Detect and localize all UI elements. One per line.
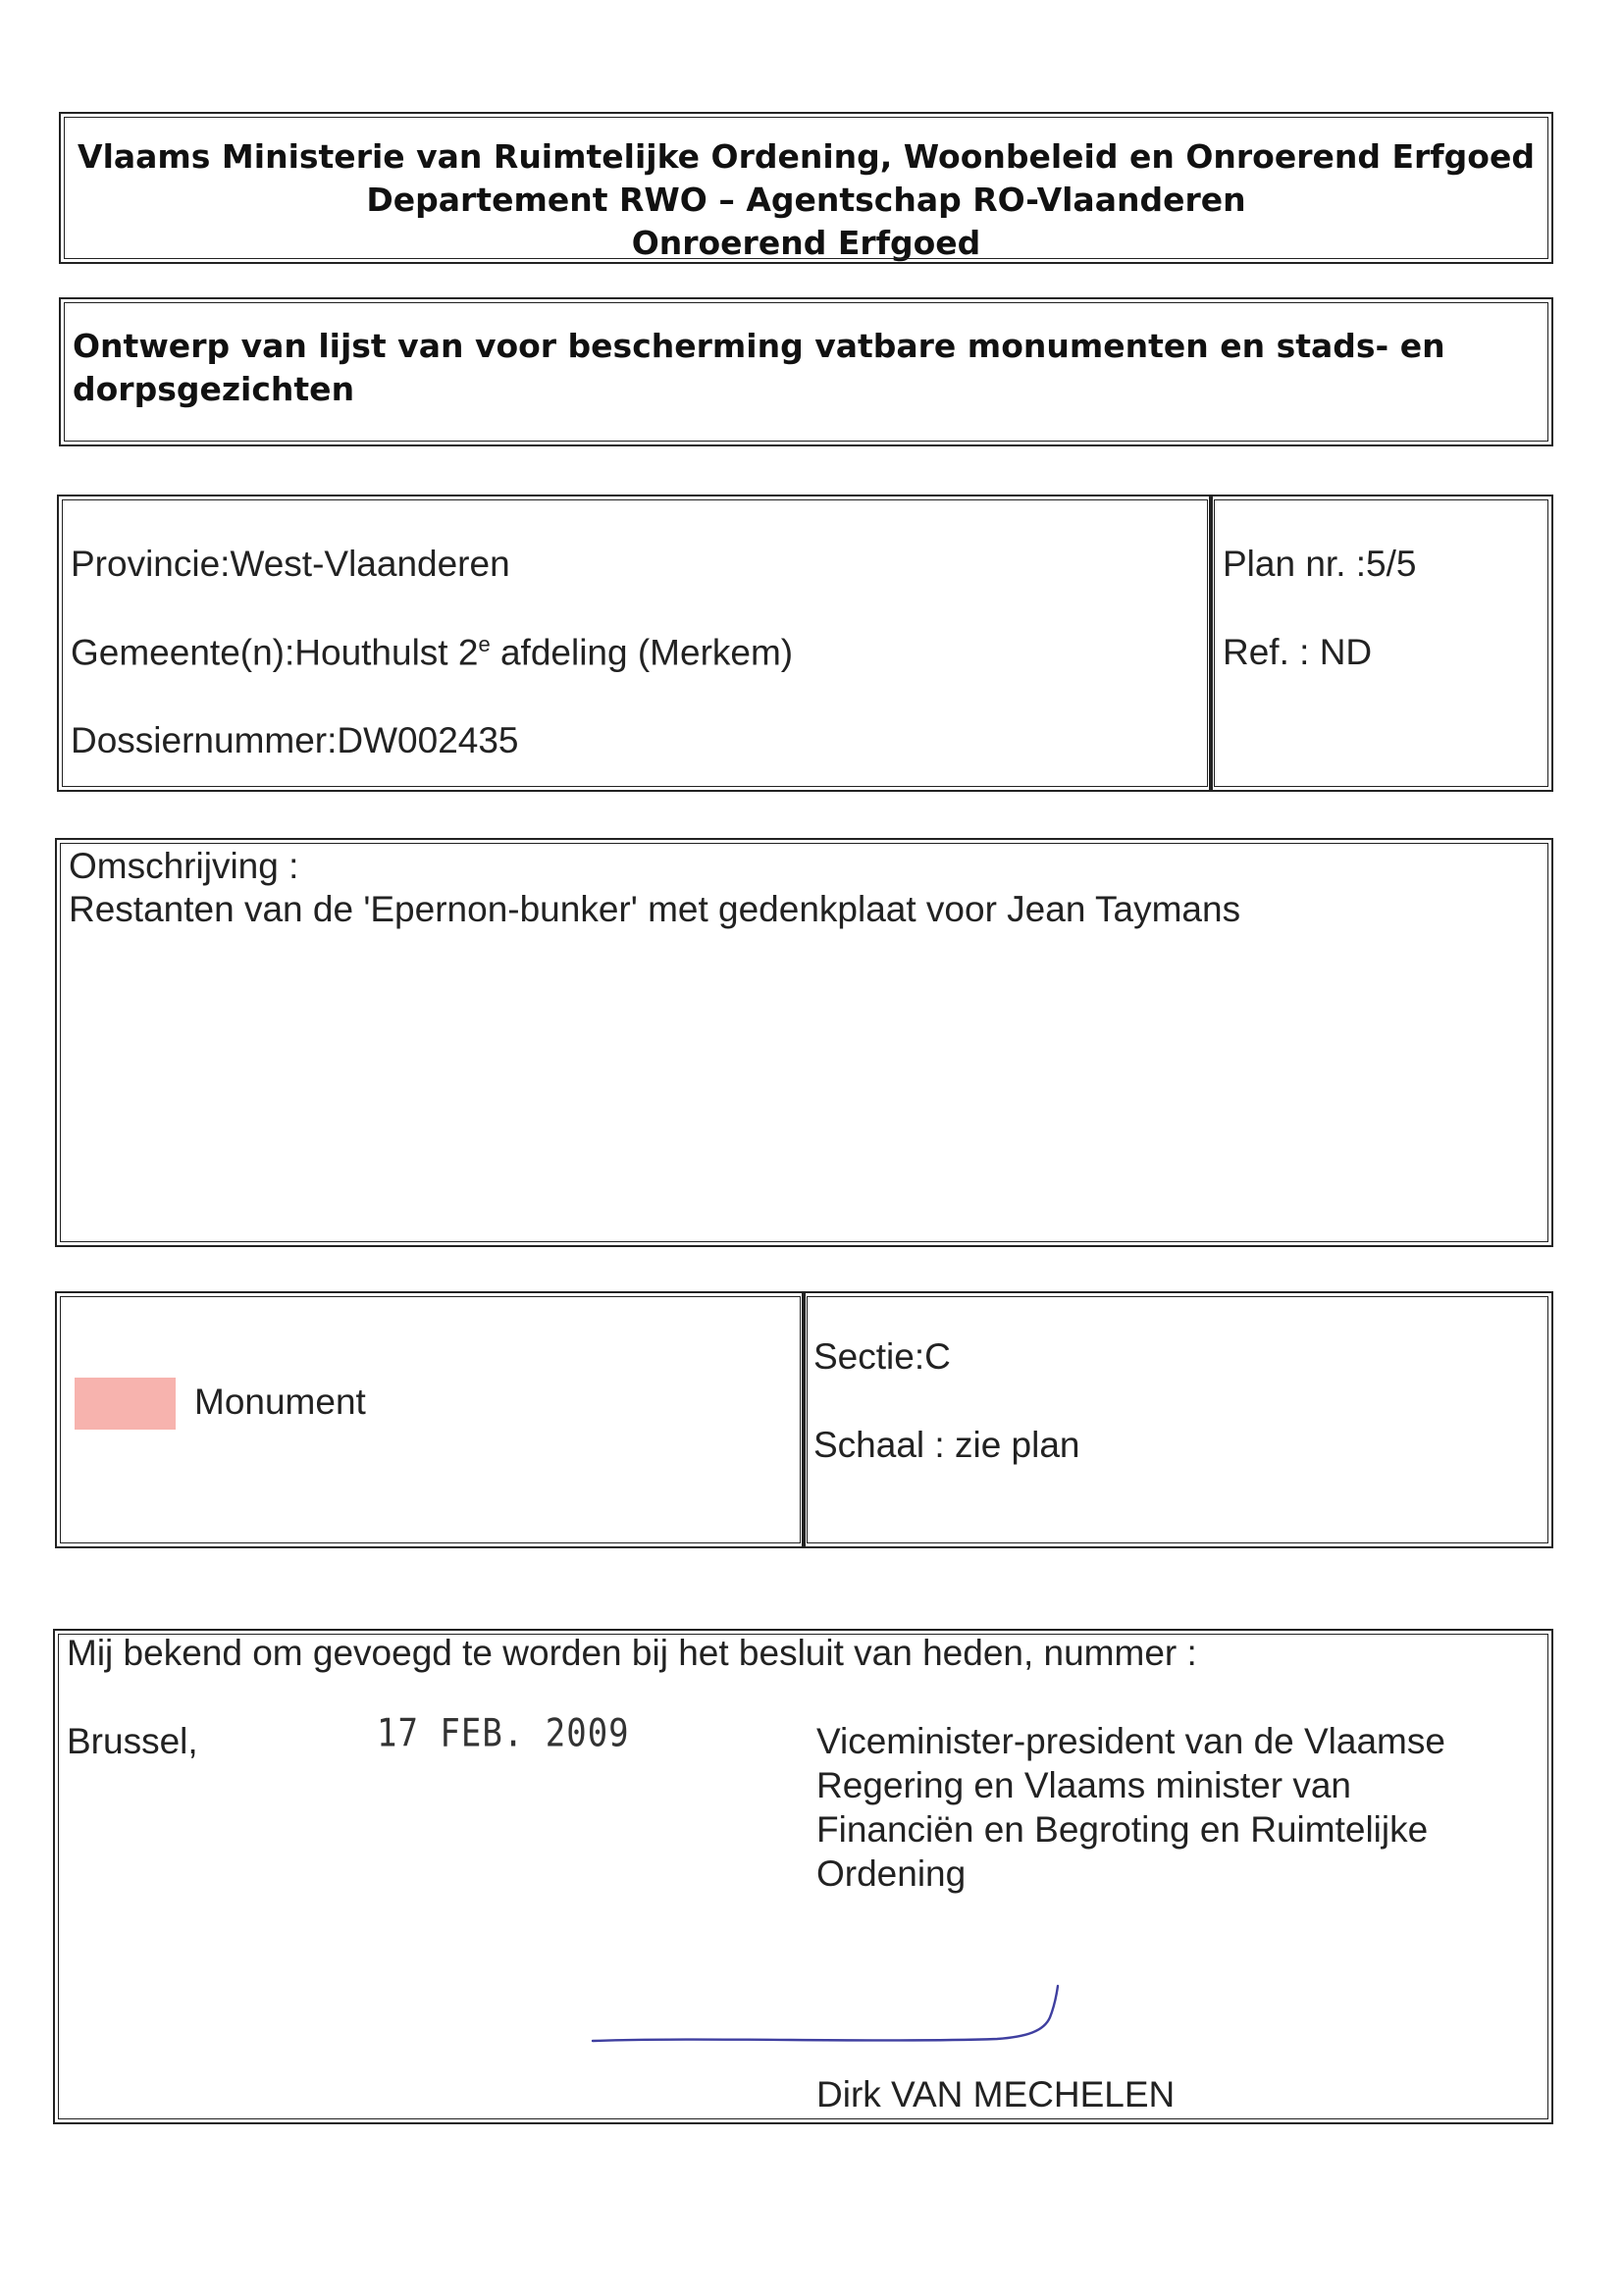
municipality-superscript: e	[478, 632, 491, 656]
legend-label: Monument	[194, 1382, 366, 1422]
city-field: Brussel,	[67, 1721, 198, 1761]
monument-color-swatch	[75, 1378, 176, 1430]
handwritten-signature	[585, 1974, 1075, 2062]
document-title-line-2: dorpsgezichten	[73, 370, 355, 408]
date-stamp: 17 FEB. 2009	[377, 1711, 630, 1756]
plan-info-box	[1209, 495, 1553, 792]
ministry-header	[59, 112, 1553, 264]
signer-role-line-3: Financiën en Begroting en Ruimtelijke	[816, 1809, 1429, 1850]
section-box	[802, 1291, 1553, 1548]
municipality-suffix: afdeling (Merkem)	[490, 632, 794, 673]
description-text: Restanten van de 'Epernon-bunker' met gedenkplaat voor Jean Taymans	[69, 889, 1241, 929]
plan-number-field: Plan nr. :5/5	[1223, 544, 1417, 584]
agency-name: Onroerend Erfgoed	[631, 224, 981, 262]
document-title-box	[59, 297, 1553, 446]
section-field: Sectie:C	[813, 1336, 951, 1377]
reference-field: Ref. : ND	[1223, 632, 1373, 672]
ministry-name: Vlaams Ministerie van Ruimtelijke Ordening, Woonbeleid en Onroerend Erfgoed	[78, 137, 1535, 176]
municipality-field	[71, 632, 793, 673]
dossier-number-field: Dossiernummer:DW002435	[71, 720, 519, 760]
signer-name: Dirk VAN MECHELEN	[816, 2074, 1176, 2114]
province-field: Provincie:West-Vlaanderen	[71, 544, 510, 584]
scale-field: Schaal : zie plan	[813, 1425, 1080, 1465]
document-title-line-1: Ontwerp van lijst van voor bescherming vatbare monumenten en stads- en	[73, 327, 1445, 365]
signer-role-line-4: Ordening	[816, 1853, 967, 1894]
signer-role-line-1: Viceminister-president van de Vlaamse	[816, 1721, 1445, 1761]
signature-box	[53, 1629, 1553, 2124]
signer-role-line-2: Regering en Vlaams minister van	[816, 1765, 1351, 1805]
department-name: Departement RWO – Agentschap RO-Vlaanderen	[366, 181, 1246, 219]
municipality-text: Gemeente(n):Houthulst 2	[71, 632, 479, 673]
approval-statement: Mij bekend om gevoegd te worden bij het besluit van heden, nummer :	[67, 1633, 1197, 1673]
description-label: Omschrijving :	[69, 846, 299, 886]
location-info-box	[57, 495, 1213, 792]
legend-box	[55, 1291, 806, 1548]
description-box	[55, 838, 1553, 1247]
